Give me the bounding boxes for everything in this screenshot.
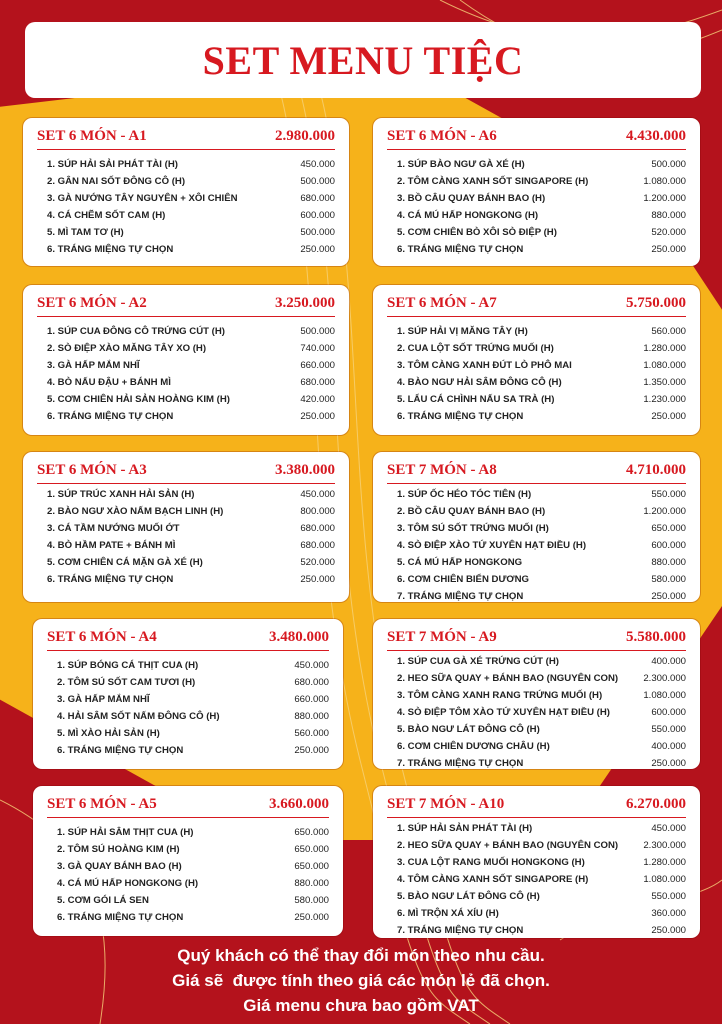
dish-list (23, 323, 349, 425)
dish-item (397, 340, 686, 357)
dish-price: 600.000 (651, 707, 686, 718)
dish-price: 520.000 (300, 557, 335, 568)
dish-price: 250.000 (300, 411, 335, 422)
set-name: SET 6 MÓN - A5 (47, 796, 157, 812)
footer-note: Giá menu chưa bao gồm VAT (243, 996, 479, 1015)
dish-item (57, 674, 329, 691)
dish-name: 6. TRÁNG MIỆNG TỰ CHỌN (397, 244, 524, 255)
set-card-a9 (373, 619, 700, 769)
dish-price: 550.000 (651, 724, 686, 735)
set-price: 5.580.000 (626, 629, 686, 645)
dish-price: 740.000 (300, 343, 335, 354)
dish-item (57, 875, 329, 892)
dish-price: 520.000 (651, 227, 686, 238)
dish-name: 6. TRÁNG MIỆNG TỰ CHỌN (397, 411, 524, 422)
dish-list (373, 323, 700, 425)
dish-price: 660.000 (294, 694, 329, 705)
dish-name: 3. TÔM CÀNG XANH ĐÚT LÒ PHÔ MAI (397, 360, 572, 371)
dish-item (397, 670, 686, 687)
dish-item (47, 241, 335, 258)
set-name: SET 7 MÓN - A9 (387, 629, 497, 645)
set-card-a5 (33, 786, 343, 936)
dish-item (397, 854, 686, 871)
set-name: SET 6 MÓN - A4 (47, 629, 157, 645)
dish-price: 2.300.000 (643, 673, 686, 684)
set-card-a7 (373, 285, 700, 435)
dish-name: 2. TÔM SÚ HOÀNG KIM (H) (57, 844, 180, 855)
dish-price: 800.000 (300, 506, 335, 517)
dish-price: 650.000 (651, 523, 686, 534)
dish-price: 650.000 (294, 844, 329, 855)
set-card-a1 (23, 118, 349, 266)
set-card-a10 (373, 786, 700, 938)
dish-item (47, 224, 335, 241)
dish-price: 880.000 (294, 878, 329, 889)
dish-name: 1. SÚP BÓNG CÁ THỊT CUA (H) (57, 660, 199, 671)
set-card-a3 (23, 452, 349, 602)
dish-name: 4. BÀO NGƯ HẢI SÂM ĐÔNG CÔ (H) (397, 377, 562, 388)
dish-name: 3. GÀ QUAY BÁNH BAO (H) (57, 861, 182, 872)
dish-name: 6. TRÁNG MIỆNG TỰ CHỌN (57, 745, 184, 756)
dish-price: 250.000 (651, 758, 686, 769)
dish-price: 1.200.000 (643, 506, 686, 517)
dish-name: 2. CUA LỘT SỐT TRỨNG MUỐI (H) (397, 343, 554, 354)
dish-name: 3. GÀ HẤP MẮM NHĨ (57, 694, 150, 705)
dish-price: 880.000 (294, 711, 329, 722)
dish-item (57, 742, 329, 759)
dish-list (373, 156, 700, 258)
dish-list (23, 486, 349, 588)
dish-name: 1. SÚP HẢI VỊ MĂNG TÂY (H) (397, 326, 528, 337)
dish-item (397, 755, 686, 772)
dish-name: 3. GÀ NƯỚNG TÂY NGUYÊN + XÔI CHIÊN (47, 193, 238, 204)
dish-name: 6. TRÁNG MIỆNG TỰ CHỌN (47, 244, 174, 255)
dish-list (23, 156, 349, 258)
dish-price: 680.000 (300, 377, 335, 388)
dish-name: 5. CÁ MÚ HẤP HONGKONG (397, 557, 523, 568)
dish-list (373, 486, 700, 605)
dish-price: 250.000 (300, 244, 335, 255)
dish-item (47, 503, 335, 520)
dish-price: 250.000 (651, 411, 686, 422)
dish-price: 250.000 (294, 912, 329, 923)
dish-price: 1.350.000 (643, 377, 686, 388)
set-price: 3.660.000 (269, 796, 329, 812)
dish-price: 1.080.000 (643, 360, 686, 371)
dish-price: 500.000 (300, 326, 335, 337)
dish-price: 660.000 (300, 360, 335, 371)
dish-item (397, 374, 686, 391)
dish-price: 550.000 (651, 891, 686, 902)
footer-notes (0, 943, 722, 1018)
dish-item (47, 486, 335, 503)
dish-name: 6. CƠM CHIÊN BIỂN DƯƠNG (397, 574, 529, 585)
dish-item (397, 190, 686, 207)
title-banner (25, 22, 701, 98)
dish-price: 680.000 (300, 523, 335, 534)
dish-name: 4. BÒ NẤU ĐẬU + BÁNH MÌ (47, 377, 171, 388)
dish-item (397, 888, 686, 905)
dish-name: 6. TRÁNG MIỆNG TỰ CHỌN (57, 912, 184, 923)
dish-item (47, 374, 335, 391)
dish-name: 5. BÀO NGƯ LÁT ĐÔNG CÔ (H) (397, 891, 540, 902)
dish-item (397, 520, 686, 537)
set-price: 4.430.000 (626, 128, 686, 144)
dish-price: 880.000 (651, 210, 686, 221)
dish-item (47, 207, 335, 224)
dish-price: 580.000 (294, 895, 329, 906)
dish-price: 880.000 (651, 557, 686, 568)
dish-item (47, 391, 335, 408)
dish-price: 500.000 (300, 176, 335, 187)
dish-name: 5. MÌ XÀO HẢI SẢN (H) (57, 728, 160, 739)
set-card-a8 (373, 452, 700, 602)
dish-item (57, 691, 329, 708)
dish-price: 500.000 (651, 159, 686, 170)
set-price: 3.380.000 (275, 462, 335, 478)
dish-item (57, 909, 329, 926)
dish-item (47, 173, 335, 190)
dish-item (57, 657, 329, 674)
dish-item (57, 824, 329, 841)
dish-price: 450.000 (294, 660, 329, 671)
dish-name: 4. CÁ MÚ HẤP HONGKONG (H) (57, 878, 199, 889)
dish-item (47, 156, 335, 173)
dish-name: 2. BÀO NGƯ XÀO NẤM BẠCH LINH (H) (47, 506, 224, 517)
dish-price: 680.000 (300, 193, 335, 204)
dish-item (397, 357, 686, 374)
dish-item (397, 653, 686, 670)
set-price: 6.270.000 (626, 796, 686, 812)
set-name: SET 6 MÓN - A2 (37, 295, 147, 311)
dish-name: 4. HẢI SÂM SỐT NẤM ĐÔNG CÔ (H) (57, 711, 220, 722)
dish-name: 2. SÒ ĐIỆP XÀO MĂNG TÂY XO (H) (47, 343, 207, 354)
dish-item (397, 173, 686, 190)
dish-name: 5. CƠM CHIÊN HẢI SẢN HOÀNG KIM (H) (47, 394, 231, 405)
dish-name: 1. SÚP BÀO NGƯ GÀ XÉ (H) (397, 159, 525, 170)
set-name: SET 6 MÓN - A1 (37, 128, 147, 144)
dish-price: 680.000 (300, 540, 335, 551)
dish-name: 3. GÀ HẤP MẮM NHĨ (47, 360, 140, 371)
dish-item (57, 858, 329, 875)
dish-name: 1. SÚP HẢI SẢI PHÁT TÀI (H) (47, 159, 178, 170)
dish-list (373, 653, 700, 772)
dish-name: 1. SÚP CUA GÀ XÉ TRỨNG CÚT (H) (397, 656, 560, 667)
dish-item (47, 323, 335, 340)
dish-price: 1.230.000 (643, 394, 686, 405)
dish-name: 6. TRÁNG MIỆNG TỰ CHỌN (47, 574, 174, 585)
dish-item (397, 571, 686, 588)
dish-name: 6. CƠM CHIÊN DƯƠNG CHÂU (H) (397, 741, 550, 752)
dish-item (47, 571, 335, 588)
dish-item (397, 391, 686, 408)
dish-item (397, 588, 686, 605)
dish-name: 5. LẨU CÁ CHÌNH NẤU SA TRÀ (H) (397, 394, 555, 405)
set-name: SET 7 MÓN - A10 (387, 796, 505, 812)
dish-name: 4. SÒ ĐIỆP TÔM XÀO TỨ XUYÊN HẠT ĐIỀU (H) (397, 707, 611, 718)
dish-item (47, 537, 335, 554)
dish-name: 6. MÌ TRỘN XÁ XÍU (H) (397, 908, 499, 919)
dish-name: 7. TRÁNG MIỆNG TỰ CHỌN (397, 925, 524, 936)
dish-item (397, 687, 686, 704)
dish-name: 7. TRÁNG MIỆNG TỰ CHỌN (397, 591, 524, 602)
dish-price: 500.000 (300, 227, 335, 238)
set-name: SET 6 MÓN - A3 (37, 462, 147, 478)
dish-name: 1. SÚP TRÚC XANH HẢI SẢN (H) (47, 489, 195, 500)
dish-price: 400.000 (651, 656, 686, 667)
set-price: 3.250.000 (275, 295, 335, 311)
dish-price: 1.280.000 (643, 857, 686, 868)
dish-price: 1.080.000 (643, 176, 686, 187)
dish-item (397, 224, 686, 241)
dish-list (33, 824, 343, 926)
dish-price: 1.080.000 (643, 690, 686, 701)
dish-name: 5. CƠM GÓI LÁ SEN (57, 895, 149, 906)
dish-item (397, 721, 686, 738)
set-price: 2.980.000 (275, 128, 335, 144)
dish-price: 250.000 (651, 244, 686, 255)
dish-item (47, 340, 335, 357)
dish-item (47, 190, 335, 207)
set-card-a6 (373, 118, 700, 266)
dish-name: 1. SÚP HẢI SÂM THỊT CUA (H) (57, 827, 194, 838)
page-title: SET MENU TIỆC (202, 37, 524, 83)
footer-note: Quý khách có thể thay đổi món theo nhu cầu. (177, 946, 545, 965)
dish-price: 650.000 (294, 861, 329, 872)
dish-name: 3. TÔM SÚ SỐT TRỨNG MUỐI (H) (397, 523, 549, 534)
dish-item (397, 323, 686, 340)
dish-item (397, 241, 686, 258)
set-price: 5.750.000 (626, 295, 686, 311)
dish-item (397, 871, 686, 888)
dish-item (397, 922, 686, 939)
set-name: SET 6 MÓN - A6 (387, 128, 497, 144)
dish-name: 2. TÔM SÚ SỐT CAM TƯƠI (H) (57, 677, 196, 688)
set-price: 3.480.000 (269, 629, 329, 645)
dish-name: 7. TRÁNG MIỆNG TỰ CHỌN (397, 758, 524, 769)
dish-name: 4. CÁ CHẼM SỐT CAM (H) (47, 210, 166, 221)
footer-note: Giá sẽ được tính theo giá các món lẻ đã chọn. (172, 971, 550, 990)
dish-price: 420.000 (300, 394, 335, 405)
dish-price: 550.000 (651, 489, 686, 500)
dish-name: 3. CUA LỘT RANG MUỐI HONGKONG (H) (397, 857, 585, 868)
dish-price: 360.000 (651, 908, 686, 919)
set-price: 4.710.000 (626, 462, 686, 478)
dish-name: 4. BÒ HẦM PATE + BÁNH MÌ (47, 540, 176, 551)
set-card-a2 (23, 285, 349, 435)
dish-item (57, 892, 329, 909)
dish-list (373, 820, 700, 939)
dish-item (47, 520, 335, 537)
dish-price: 1.280.000 (643, 343, 686, 354)
dish-name: 4. CÁ MÚ HẤP HONGKONG (H) (397, 210, 539, 221)
dish-price: 250.000 (651, 591, 686, 602)
dish-price: 600.000 (300, 210, 335, 221)
dish-name: 1. SÚP HẢI SẢN PHÁT TÀI (H) (397, 823, 533, 834)
dish-name: 3. TÔM CÀNG XANH RANG TRỨNG MUỐI (H) (397, 690, 603, 701)
dish-price: 680.000 (294, 677, 329, 688)
dish-item (397, 837, 686, 854)
dish-price: 2.300.000 (643, 840, 686, 851)
dish-name: 2. TÔM CÀNG XANH SỐT SINGAPORE (H) (397, 176, 589, 187)
dish-item (57, 841, 329, 858)
dish-price: 450.000 (300, 489, 335, 500)
set-name: SET 6 MÓN - A7 (387, 295, 497, 311)
dish-name: 2. HEO SỮA QUAY + BÁNH BAO (NGUYÊN CON) (397, 840, 619, 851)
dish-price: 580.000 (651, 574, 686, 585)
dish-name: 5. BÀO NGƯ LÁT ĐÔNG CÔ (H) (397, 724, 540, 735)
set-name: SET 7 MÓN - A8 (387, 462, 497, 478)
dish-name: 4. TÔM CÀNG XANH SỐT SINGAPORE (H) (397, 874, 589, 885)
dish-name: 5. MÌ TAM TƠ (H) (47, 227, 124, 238)
dish-name: 2. BỒ CÂU QUAY BÁNH BAO (H) (397, 506, 546, 517)
dish-item (397, 738, 686, 755)
dish-item (397, 408, 686, 425)
dish-price: 600.000 (651, 540, 686, 551)
dish-item (47, 408, 335, 425)
dish-name: 5. CƠM CHIÊN BÒ XÔI SÒ ĐIỆP (H) (397, 227, 557, 238)
dish-price: 1.200.000 (643, 193, 686, 204)
dish-item (397, 207, 686, 224)
dish-item (57, 725, 329, 742)
dish-price: 400.000 (651, 741, 686, 752)
dish-price: 560.000 (651, 326, 686, 337)
dish-item (397, 537, 686, 554)
dish-name: 3. BỒ CÂU QUAY BÁNH BAO (H) (397, 193, 546, 204)
dish-price: 1.080.000 (643, 874, 686, 885)
dish-item (397, 820, 686, 837)
set-card-a4 (33, 619, 343, 769)
dish-item (397, 503, 686, 520)
dish-price: 450.000 (651, 823, 686, 834)
dish-name: 3. CÁ TẦM NƯỚNG MUỐI ỚT (47, 523, 180, 534)
dish-price: 250.000 (651, 925, 686, 936)
dish-price: 650.000 (294, 827, 329, 838)
dish-item (397, 554, 686, 571)
dish-name: 4. SÒ ĐIỆP XÀO TỨ XUYÊN HẠT ĐIỀU (H) (397, 540, 587, 551)
dish-item (47, 554, 335, 571)
dish-price: 250.000 (300, 574, 335, 585)
dish-item (397, 156, 686, 173)
dish-name: 2. GÂN NAI SỐT ĐÔNG CÔ (H) (47, 176, 186, 187)
dish-name: 6. TRÁNG MIỆNG TỰ CHỌN (47, 411, 174, 422)
dish-item (57, 708, 329, 725)
dish-price: 250.000 (294, 745, 329, 756)
dish-item (397, 486, 686, 503)
dish-name: 5. CƠM CHIÊN CÁ MẶN GÀ XÉ (H) (47, 557, 203, 568)
dish-price: 450.000 (300, 159, 335, 170)
dish-item (47, 357, 335, 374)
dish-price: 560.000 (294, 728, 329, 739)
dish-name: 1. SÚP CUA ĐÔNG CÔ TRỨNG CÚT (H) (47, 326, 225, 337)
dish-name: 1. SÚP ỐC HÉO TÓC TIÊN (H) (397, 489, 532, 500)
dish-item (397, 905, 686, 922)
dish-list (33, 657, 343, 759)
dish-item (397, 704, 686, 721)
dish-name: 2. HEO SỮA QUAY + BÁNH BAO (NGUYÊN CON) (397, 673, 619, 684)
